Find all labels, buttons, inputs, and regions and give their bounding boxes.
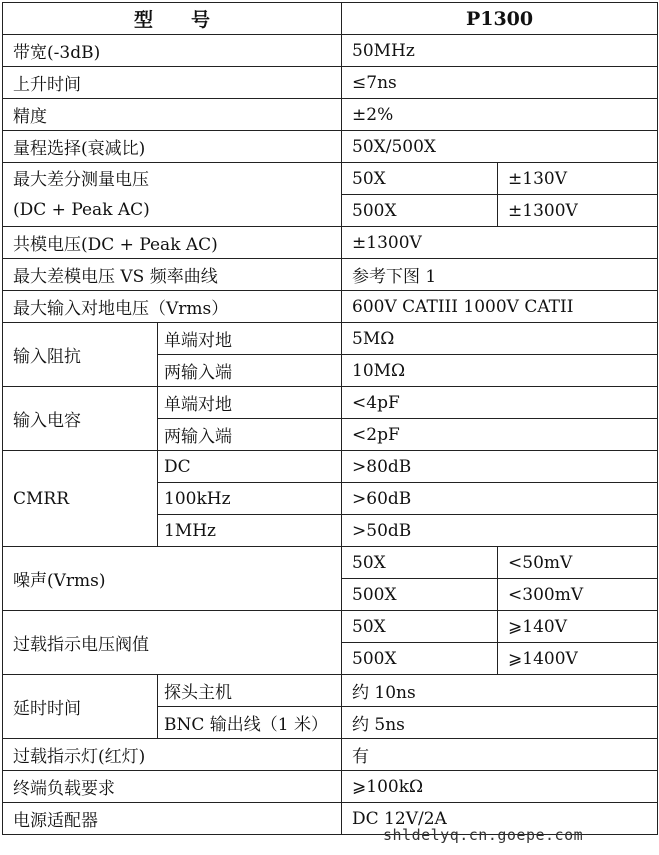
table-row <box>3 259 658 291</box>
common-mode-value: ±1300V <box>342 227 658 259</box>
delay-value-1: 约 10ns <box>342 675 658 707</box>
model-header-label: 型 号 <box>3 3 342 35</box>
noise-range-2: 500X <box>342 579 498 611</box>
cmrr-sub-1: DC <box>158 451 342 483</box>
table-row <box>3 387 658 419</box>
model-header-value: P1300 <box>342 3 658 35</box>
rise-time-value: ≤7ns <box>342 67 658 99</box>
termination-label: 终端负载要求 <box>3 771 342 803</box>
input-impedance-value-2: 10MΩ <box>342 355 658 387</box>
noise-range-1: 50X <box>342 547 498 579</box>
input-impedance-label: 输入阻抗 <box>3 323 158 387</box>
overload-threshold-range-1: 50X <box>342 611 498 643</box>
table-row <box>3 99 658 131</box>
table-header-row <box>3 3 658 35</box>
max-diff-freq-label: 最大差模电压 VS 频率曲线 <box>3 259 342 291</box>
table-row <box>3 35 658 67</box>
bandwidth-value: 50MHz <box>342 35 658 67</box>
watermark-text: shldelyq.cn.goepe.com <box>383 826 584 844</box>
input-impedance-sub-1: 单端对地 <box>158 323 342 355</box>
power-value: DC 12V/2A <box>342 803 658 835</box>
table-row <box>3 227 658 259</box>
table-row <box>3 291 658 323</box>
table-row <box>3 739 658 771</box>
cmrr-value-2: >60dB <box>342 483 658 515</box>
overload-threshold-value-1: ⩾140V <box>498 611 658 643</box>
max-input-ground-value: 600V CATIII 1000V CATII <box>342 291 658 323</box>
overload-threshold-value-2: ⩾1400V <box>498 643 658 675</box>
cmrr-value-3: >50dB <box>342 515 658 547</box>
input-capacitance-value-2: <2pF <box>342 419 658 451</box>
input-capacitance-sub-1: 单端对地 <box>158 387 342 419</box>
termination-value: ⩾100kΩ <box>342 771 658 803</box>
spec-table <box>2 2 658 835</box>
noise-value-2: <300mV <box>498 579 658 611</box>
max-diff-freq-value: 参考下图 1 <box>342 259 658 291</box>
delay-value-2: 约 5ns <box>342 707 658 739</box>
delay-label: 延时时间 <box>3 675 158 739</box>
overload-led-value: 有 <box>342 739 658 771</box>
max-diff-voltage-range-1: 50X <box>342 163 498 195</box>
input-capacitance-value-1: <4pF <box>342 387 658 419</box>
max-diff-voltage-label-line1: 最大差分测量电压 <box>13 169 149 190</box>
rise-time-label: 上升时间 <box>3 67 342 99</box>
max-diff-voltage-value-1: ±130V <box>498 163 658 195</box>
noise-value-1: <50mV <box>498 547 658 579</box>
max-input-ground-label: 最大输入对地电压（Vrms） <box>3 291 342 323</box>
bandwidth-label: 带宽(-3dB) <box>3 35 342 67</box>
range-label: 量程选择(衰减比) <box>3 131 342 163</box>
accuracy-value: ±2% <box>342 99 658 131</box>
cmrr-sub-2: 100kHz <box>158 483 342 515</box>
cmrr-sub-3: 1MHz <box>158 515 342 547</box>
table-row <box>3 547 658 579</box>
table-row <box>3 675 658 707</box>
accuracy-label: 精度 <box>3 99 342 131</box>
max-diff-voltage-range-2: 500X <box>342 195 498 227</box>
overload-threshold-range-2: 500X <box>342 643 498 675</box>
delay-sub-1: 探头主机 <box>158 675 342 707</box>
max-diff-voltage-label <box>3 163 342 227</box>
common-mode-label: 共模电压(DC + Peak AC) <box>3 227 342 259</box>
input-impedance-value-1: 5MΩ <box>342 323 658 355</box>
table-row <box>3 131 658 163</box>
cmrr-value-1: >80dB <box>342 451 658 483</box>
delay-sub-2: BNC 输出线（1 米） <box>158 707 342 739</box>
table-row <box>3 611 658 643</box>
input-capacitance-sub-2: 两输入端 <box>158 419 342 451</box>
input-impedance-sub-2: 两输入端 <box>158 355 342 387</box>
power-label: 电源适配器 <box>3 803 342 835</box>
table-row <box>3 451 658 483</box>
overload-threshold-label: 过载指示电压阀值 <box>3 611 342 675</box>
input-capacitance-label: 输入电容 <box>3 387 158 451</box>
table-row <box>3 67 658 99</box>
table-row <box>3 771 658 803</box>
table-row <box>3 323 658 355</box>
max-diff-voltage-value-2: ±1300V <box>498 195 658 227</box>
noise-label: 噪声(Vrms) <box>3 547 342 611</box>
table-row <box>3 163 658 195</box>
range-value: 50X/500X <box>342 131 658 163</box>
overload-led-label: 过载指示灯(红灯) <box>3 739 342 771</box>
cmrr-label: CMRR <box>3 451 158 547</box>
max-diff-voltage-label-line2: (DC + Peak AC) <box>13 199 150 220</box>
